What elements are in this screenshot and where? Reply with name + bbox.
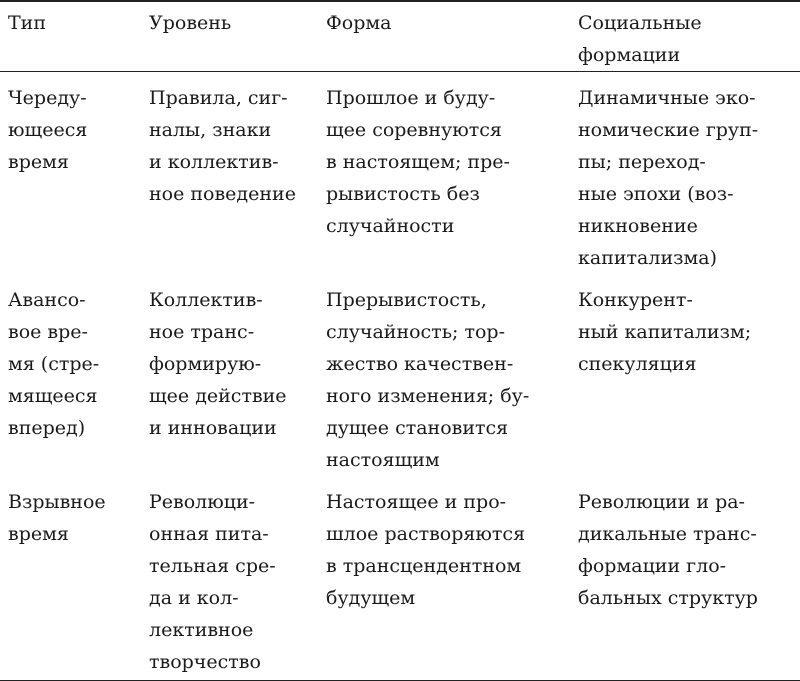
cell-line: да и кол- <box>149 587 239 609</box>
cell-line: жество качествен- <box>326 353 514 375</box>
cell-line: случайности <box>326 215 455 237</box>
cell-line: ное транс- <box>149 321 255 343</box>
header-level <box>141 0 318 72</box>
cell-line: лективное <box>149 619 254 641</box>
cell-level <box>141 274 318 476</box>
cell-line: ного изменения; бу- <box>326 385 530 407</box>
cell-line: мя (стре- <box>8 353 100 375</box>
cell-line: в трансцендентном <box>326 555 522 577</box>
table-row <box>0 72 800 275</box>
cell-line: и коллектив- <box>149 151 279 173</box>
cell-line: ное поведение <box>149 183 296 205</box>
cell-line: ные эпохи (воз- <box>578 183 734 205</box>
cell-line: Революци- <box>149 491 256 513</box>
cell-line: формирую- <box>149 353 262 375</box>
cell-line: творчество <box>149 651 261 673</box>
cell-line: бальных структур <box>578 587 758 609</box>
cell-line: Взрывное <box>8 491 106 513</box>
header-form <box>318 0 570 72</box>
table-row <box>0 476 800 680</box>
cell-line: и инновации <box>149 417 277 439</box>
cell-line: дикальные транс- <box>578 523 757 545</box>
cell-line: пы; переход- <box>578 151 706 173</box>
header-type <box>0 0 141 72</box>
cell-form <box>318 72 570 275</box>
cell-line: щее действие <box>149 385 287 407</box>
cell-line: время <box>8 523 69 545</box>
cell-line: вое вре- <box>8 321 88 343</box>
cell-level <box>141 72 318 275</box>
cell-line: капитализма) <box>578 247 717 269</box>
cell-line: спекуляция <box>578 353 697 375</box>
cell-formations <box>570 476 800 680</box>
header-line: Форма <box>326 12 392 34</box>
cell-line: будущем <box>326 587 416 609</box>
cell-line: ный капитализм; <box>578 321 752 343</box>
cell-line: Прошлое и буду- <box>326 87 496 109</box>
cell-line: формации гло- <box>578 555 727 577</box>
cell-line: никновение <box>578 215 698 237</box>
header-line: Социальные <box>578 12 702 34</box>
cell-line: настоящим <box>326 449 440 471</box>
cell-line: Коллектив- <box>149 289 263 311</box>
cell-line: ющееся <box>8 119 88 141</box>
cell-line: Динамичные эко- <box>578 87 756 109</box>
cell-line: случайность; тор- <box>326 321 506 343</box>
cell-form <box>318 274 570 476</box>
header-line: формации <box>578 44 681 66</box>
cell-line: в настоящем; пре- <box>326 151 510 173</box>
cell-line: Прерывистость, <box>326 289 487 311</box>
cell-line: щее соревнуются <box>326 119 502 141</box>
cell-line: тельная сре- <box>149 555 276 577</box>
cell-type <box>0 72 141 275</box>
cell-line: Революции и ра- <box>578 491 745 513</box>
cell-line: Настоящее и про- <box>326 491 507 513</box>
cell-type <box>0 274 141 476</box>
table-row <box>0 274 800 476</box>
header-line: Уровень <box>149 12 232 34</box>
cell-line: онная пита- <box>149 523 269 545</box>
cell-line: Авансо- <box>8 289 86 311</box>
cell-formations <box>570 274 800 476</box>
header-row <box>0 0 800 72</box>
cell-level <box>141 476 318 680</box>
cell-form <box>318 476 570 680</box>
cell-line: налы, знаки <box>149 119 272 141</box>
header-line: Тип <box>8 12 46 34</box>
cell-line: рывистость без <box>326 183 480 205</box>
cell-line: дущее становится <box>326 417 509 439</box>
cell-formations <box>570 72 800 275</box>
cell-line: время <box>8 151 69 173</box>
cell-line: Череду- <box>8 87 87 109</box>
cell-type <box>0 476 141 680</box>
cell-line: Конкурент- <box>578 289 693 311</box>
cell-line: Правила, сиг- <box>149 87 288 109</box>
cell-line: мящееся <box>8 385 98 407</box>
header-formations <box>570 0 800 72</box>
cell-line: вперед) <box>8 417 86 439</box>
cell-line: шлое растворяются <box>326 523 526 545</box>
cell-line: номические груп- <box>578 119 759 141</box>
